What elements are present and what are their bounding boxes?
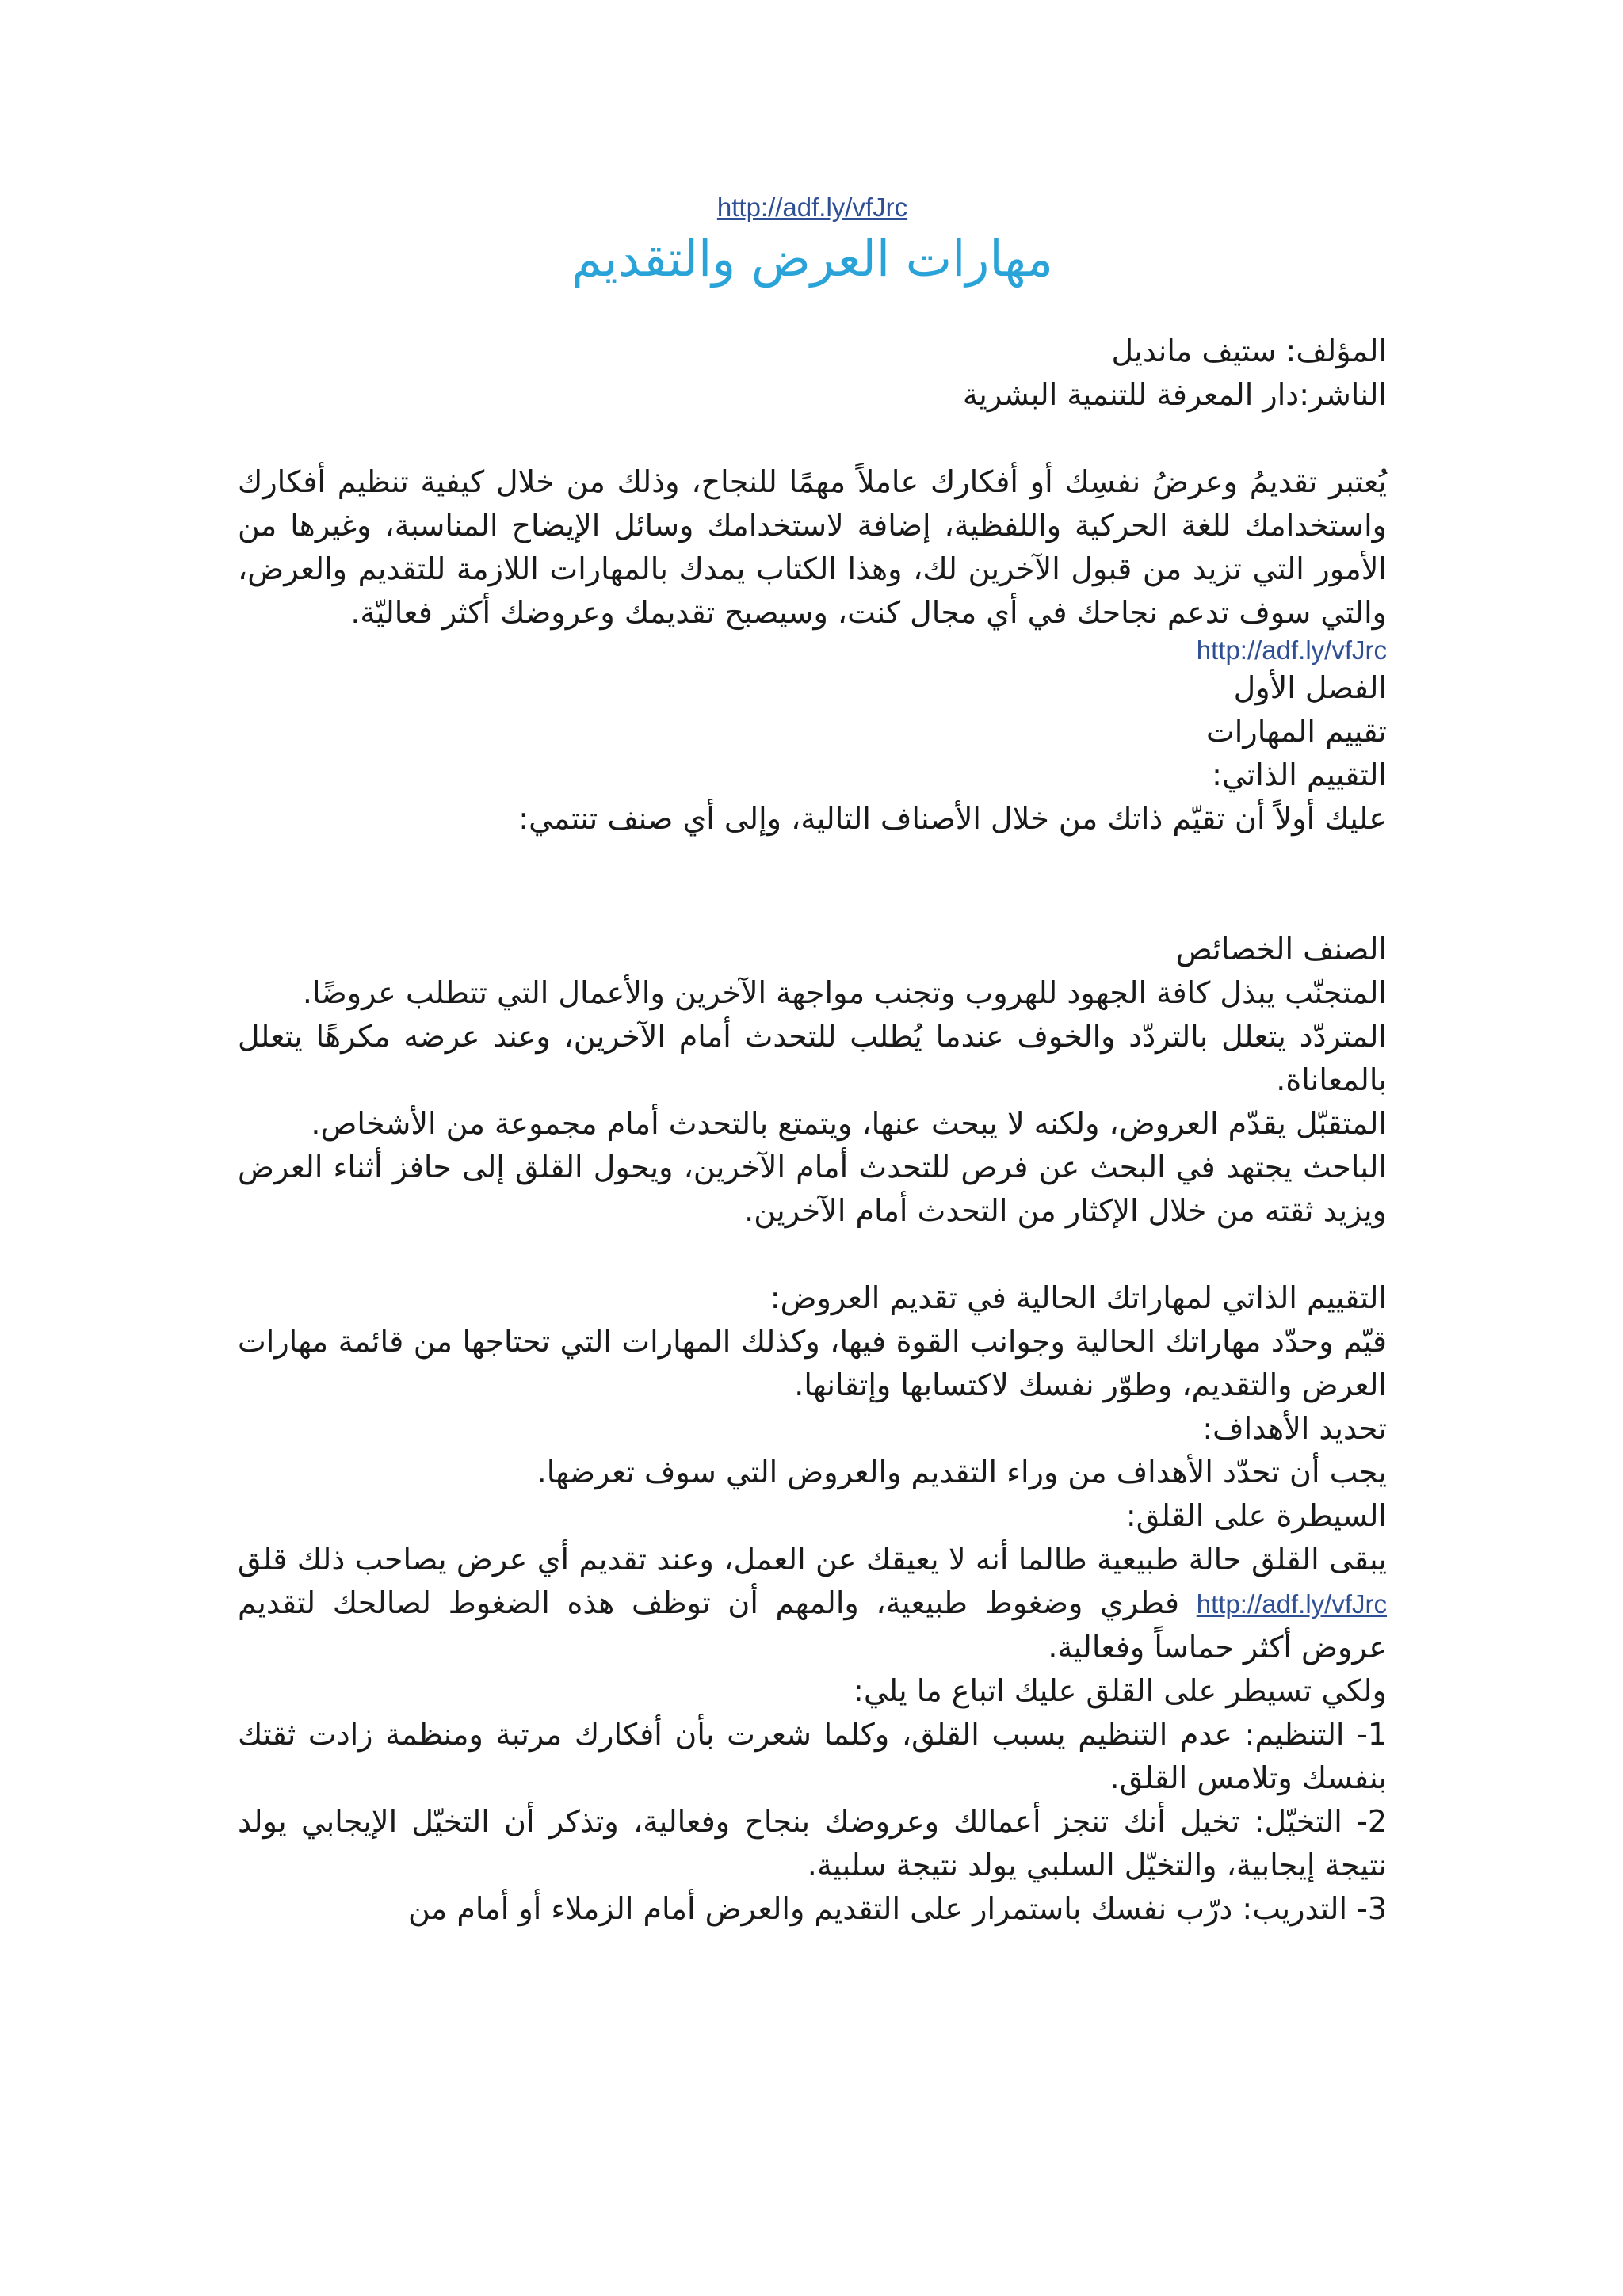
author-line: المؤلف: ستيف مانديل bbox=[1111, 334, 1387, 368]
spacer bbox=[238, 841, 1387, 928]
step-imagine: 2- التخيّل: تخيل أنك تنجز أعمالك وعروضك بنجاح وفعالية، وتذكر أن التخيّل الإيجابي يولد نتيجة إيجابية، والتخيّل السلبي يولد نتيجة سلبية. bbox=[238, 1804, 1387, 1882]
type-hesitant: المتردّد يتعلل بالتردّد والخوف عندما يُطلب للتحدث أمام الآخرين، وعند عرضه مكرهًا يتعلل بالمعاناة. bbox=[238, 1019, 1387, 1097]
mid-link-row bbox=[238, 635, 1387, 666]
anxiety-link[interactable]: http://adf.ly/vfJrc bbox=[1196, 1589, 1387, 1619]
anxiety-paragraph bbox=[238, 1538, 1387, 1669]
anxiety-heading: السيطرة على القلق: bbox=[1125, 1498, 1387, 1533]
type-accepting: المتقبّل يقدّم العروض، ولكنه لا يبحث عنها، ويتمتع بالتحدث أمام مجموعة من الأشخاص. bbox=[311, 1106, 1387, 1141]
document-title: مهارات العرض والتقديم bbox=[571, 230, 1053, 288]
goals-heading: تحديد الأهداف: bbox=[1202, 1411, 1387, 1446]
step-organize: 1- التنظيم: عدم التنظيم يسبب القلق، وكلما شعرت بأن أفكارك مرتبة ومنظمة زادت ثقتك بنفسك وتلامس القلق. bbox=[238, 1717, 1387, 1795]
categories-header: الصنف الخصائص bbox=[1175, 932, 1387, 967]
self-eval-text: عليك أولاً أن تقيّم ذاتك من خلال الأصناف التالية، وإلى أي صنف تنتمي: bbox=[518, 801, 1387, 836]
publisher-line: الناشر:دار المعرفة للتنمية البشرية bbox=[962, 377, 1387, 412]
mid-link[interactable]: http://adf.ly/vfJrc bbox=[1196, 635, 1387, 665]
anxiety-text-b: فطري وضغوط طبيعية، والمهم أن توظف هذه الضغوط لصالحك لتقديم عروض أكثر حماساً وفعالية. bbox=[238, 1585, 1387, 1665]
control-intro: ولكي تسيطر على القلق عليك اتباع ما يلي: bbox=[854, 1673, 1387, 1708]
spacer bbox=[238, 417, 1387, 460]
type-seeker: الباحث يجتهد في البحث عن فرص للتحدث أمام الآخرين، ويحول القلق إلى حافز أثناء العرض ويزيد ثقته من خلال الإكثار من التحدث أمام الآخرين. bbox=[238, 1150, 1387, 1228]
source-link[interactable]: http://adf.ly/vfJrc bbox=[716, 193, 908, 222]
self-eval-heading: التقييم الذاتي: bbox=[1212, 757, 1387, 792]
anxiety-text-a: يبقى القلق حالة طبيعية طالما أنه لا يعيقك عن العمل، وعند تقديم أي عرض يصاحب ذلك قلق bbox=[238, 1542, 1387, 1577]
chapter-heading: الفصل الأول bbox=[1233, 670, 1387, 705]
document-page bbox=[238, 190, 1387, 1931]
current-skills-heading: التقييم الذاتي لمهاراتك الحالية في تقديم العروض: bbox=[769, 1280, 1387, 1315]
goals-text: يجب أن تحدّد الأهداف من وراء التقديم والعروض التي سوف تعرضها. bbox=[537, 1455, 1387, 1489]
intro-paragraph: يُعتبر تقديمُ وعرضُ نفسِك أو أفكارك عاملاً مهمًا للنجاح، وذلك من خلال كيفية تنظيم أفكارك واستخدامك للغة الحركية واللفظية، إضافة لاستخدامك وسائل الإيضاح المناسبة، وغيرها من الأمور التي تزيد من قبول الآخرين لك، وهذا الكتاب يمدك بالمهارات اللازمة للتقديم والعرض، والتي سوف تدعم نجاحك في أي مجال كنت، وسيصبح تقديمك وعروضك أكثر فعاليّة. bbox=[238, 464, 1387, 630]
section-heading: تقييم المهارات bbox=[1206, 714, 1387, 749]
spacer bbox=[238, 1233, 1387, 1276]
type-avoider: المتجنّب يبذل كافة الجهود للهروب وتجنب مواجهة الآخرين والأعمال التي تتطلب عروضًا. bbox=[302, 975, 1387, 1010]
step-train: 3- التدريب: درّب نفسك باستمرار على التقديم والعرض أمام الزملاء أو أمام من bbox=[407, 1891, 1387, 1926]
current-skills-text: قيّم وحدّد مهاراتك الحالية وجوانب القوة فيها، وكذلك المهارات التي تحتاجها من قائمة مهارات العرض والتقديم، وطوّر نفسك لاكتسابها وإتقانها. bbox=[238, 1324, 1387, 1402]
